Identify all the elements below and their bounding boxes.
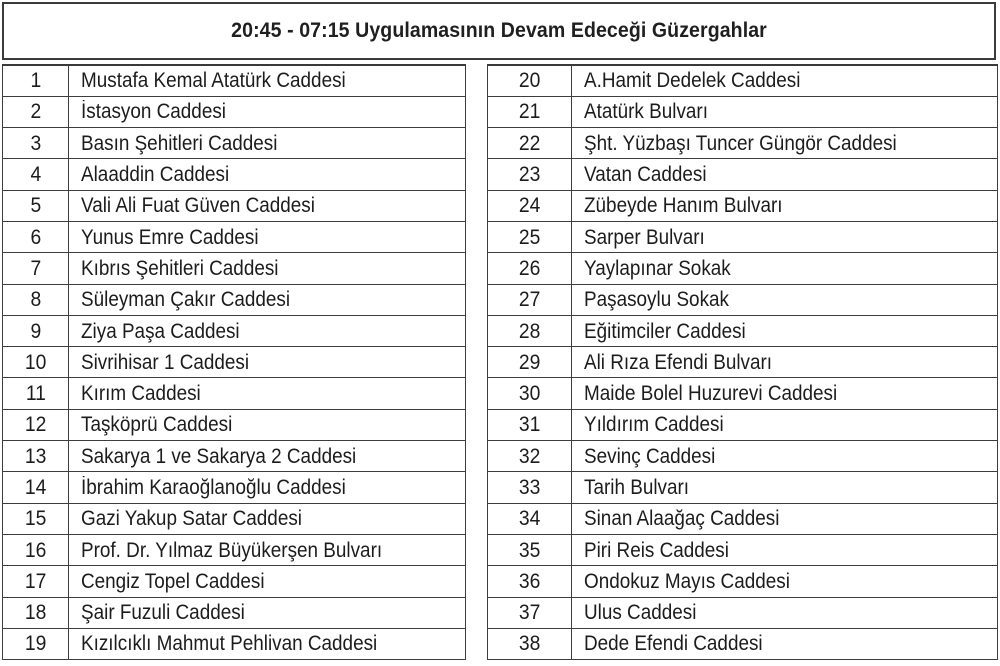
table-row bbox=[3, 597, 466, 628]
row-number: 34 bbox=[518, 507, 541, 531]
row-number-cell bbox=[3, 347, 69, 378]
street-name: Mustafa Kemal Atatürk Caddesi bbox=[81, 69, 346, 93]
street-name: Yaylapınar Sokak bbox=[584, 256, 731, 280]
row-number-cell bbox=[488, 284, 572, 315]
row-number-cell bbox=[488, 128, 572, 159]
table-row bbox=[3, 159, 466, 190]
table-row bbox=[3, 441, 466, 472]
row-number: 20 bbox=[518, 69, 541, 93]
row-number: 16 bbox=[24, 538, 47, 562]
street-name: Süleyman Çakır Caddesi bbox=[81, 288, 291, 312]
street-name: Ondokuz Mayıs Caddesi bbox=[584, 569, 790, 593]
row-number: 21 bbox=[518, 100, 541, 124]
street-name: Ulus Caddesi bbox=[584, 601, 697, 625]
table-row bbox=[488, 315, 998, 346]
street-name-cell bbox=[572, 190, 998, 221]
street-name: Cengiz Topel Caddesi bbox=[81, 569, 265, 593]
table-row bbox=[3, 347, 466, 378]
street-name-cell bbox=[572, 128, 998, 159]
street-name: Eğitimciler Caddesi bbox=[584, 319, 746, 343]
row-number-cell bbox=[3, 534, 69, 565]
street-name: Prof. Dr. Yılmaz Büyükerşen Bulvarı bbox=[81, 538, 383, 562]
street-name-cell bbox=[69, 534, 466, 565]
row-number: 28 bbox=[518, 319, 541, 343]
row-number-cell bbox=[3, 472, 69, 503]
street-name: Taşköprü Caddesi bbox=[81, 413, 233, 437]
table-row bbox=[488, 159, 998, 190]
table-row bbox=[3, 566, 466, 597]
row-number-cell bbox=[3, 159, 69, 190]
street-name: Zübeyde Hanım Bulvarı bbox=[584, 194, 783, 218]
row-number: 33 bbox=[518, 476, 541, 499]
street-name-cell bbox=[572, 534, 998, 565]
street-name: Basın Şehitleri Caddesi bbox=[81, 131, 278, 155]
row-number: 17 bbox=[24, 569, 47, 593]
street-name-cell bbox=[69, 472, 466, 503]
street-name: Sakarya 1 ve Sakarya 2 Caddesi bbox=[81, 444, 357, 468]
street-name-cell bbox=[572, 159, 998, 190]
street-name: Maide Bolel Huzurevi Caddesi bbox=[584, 382, 838, 406]
row-number-cell bbox=[3, 315, 69, 346]
street-name-cell bbox=[69, 503, 466, 534]
row-number-cell bbox=[3, 378, 69, 409]
street-name: Vatan Caddesi bbox=[584, 163, 707, 187]
street-name-cell bbox=[69, 253, 466, 284]
table-row bbox=[3, 65, 466, 96]
row-number: 11 bbox=[25, 382, 46, 406]
street-name-cell bbox=[572, 472, 998, 503]
street-name: Kızılcıklı Mahmut Pehlivan Caddesi bbox=[81, 632, 378, 656]
street-name-cell bbox=[69, 628, 466, 659]
street-name: Paşasoylu Sokak bbox=[584, 288, 729, 312]
row-number-cell bbox=[3, 566, 69, 597]
row-number-cell bbox=[3, 128, 69, 159]
table-row bbox=[3, 253, 466, 284]
row-number-cell bbox=[488, 253, 572, 284]
street-name: Atatürk Bulvarı bbox=[584, 100, 708, 124]
row-number: 4 bbox=[30, 163, 41, 187]
table-row bbox=[488, 128, 998, 159]
row-number-cell bbox=[488, 190, 572, 221]
row-number-cell bbox=[3, 597, 69, 628]
street-name: İbrahim Karaoğlanoğlu Caddesi bbox=[81, 476, 346, 499]
table-row bbox=[488, 597, 998, 628]
row-number: 3 bbox=[30, 131, 41, 155]
street-name: Kırım Caddesi bbox=[81, 382, 201, 406]
street-name: Sivrihisar 1 Caddesi bbox=[81, 350, 250, 374]
street-name-cell bbox=[69, 315, 466, 346]
row-number: 30 bbox=[518, 382, 541, 406]
row-number: 29 bbox=[518, 350, 541, 374]
street-name: Yunus Emre Caddesi bbox=[81, 225, 259, 249]
table-row bbox=[3, 534, 466, 565]
row-number: 2 bbox=[30, 100, 41, 124]
row-number: 36 bbox=[518, 569, 541, 593]
row-number: 23 bbox=[518, 163, 541, 187]
street-name-cell bbox=[572, 221, 998, 252]
table-row bbox=[3, 128, 466, 159]
table-row bbox=[488, 378, 998, 409]
street-name-cell bbox=[572, 378, 998, 409]
table-row bbox=[488, 441, 998, 472]
table-row bbox=[488, 190, 998, 221]
table-row bbox=[3, 284, 466, 315]
table-row bbox=[488, 284, 998, 315]
street-name-cell bbox=[572, 284, 998, 315]
street-name: Ziya Paşa Caddesi bbox=[81, 319, 240, 343]
row-number: 5 bbox=[30, 194, 41, 218]
row-number-cell bbox=[3, 65, 69, 96]
street-name: Sinan Alaağaç Caddesi bbox=[584, 507, 780, 531]
street-name-cell bbox=[69, 284, 466, 315]
row-number-cell bbox=[3, 628, 69, 659]
row-number: 8 bbox=[30, 288, 41, 312]
routes-table-right bbox=[487, 64, 998, 660]
row-number: 22 bbox=[518, 131, 541, 155]
table-row bbox=[488, 253, 998, 284]
table-row bbox=[488, 65, 998, 96]
table-row bbox=[3, 190, 466, 221]
row-number-cell bbox=[488, 159, 572, 190]
row-number-cell bbox=[3, 190, 69, 221]
table-row bbox=[3, 221, 466, 252]
street-name: A.Hamit Dedelek Caddesi bbox=[584, 69, 801, 93]
street-name-cell bbox=[572, 409, 998, 440]
page-title: 20:45 - 07:15 Uygulamasının Devam Edeceği Güzergahlar bbox=[231, 19, 767, 42]
street-name-cell bbox=[572, 65, 998, 96]
street-name-cell bbox=[69, 566, 466, 597]
row-number-cell bbox=[488, 628, 572, 659]
routes-table-right-body bbox=[488, 65, 998, 660]
row-number: 12 bbox=[24, 413, 47, 437]
row-number-cell bbox=[488, 378, 572, 409]
table-row bbox=[488, 221, 998, 252]
street-name-cell bbox=[69, 347, 466, 378]
row-number: 10 bbox=[24, 350, 47, 374]
street-name-cell bbox=[572, 315, 998, 346]
row-number-cell bbox=[488, 566, 572, 597]
row-number-cell bbox=[488, 347, 572, 378]
row-number-cell bbox=[488, 315, 572, 346]
street-name-cell bbox=[572, 441, 998, 472]
routes-table-left bbox=[2, 64, 466, 660]
row-number-cell bbox=[488, 221, 572, 252]
street-name: Alaaddin Caddesi bbox=[81, 163, 230, 187]
row-number-cell bbox=[488, 65, 572, 96]
street-name-cell bbox=[69, 190, 466, 221]
street-name: Tarih Bulvarı bbox=[584, 476, 690, 499]
street-name: İstasyon Caddesi bbox=[81, 100, 226, 124]
table-row bbox=[488, 503, 998, 534]
street-name-cell bbox=[69, 159, 466, 190]
row-number: 15 bbox=[24, 507, 47, 531]
row-number: 37 bbox=[518, 601, 541, 625]
table-row bbox=[488, 472, 998, 503]
row-number: 9 bbox=[30, 319, 41, 343]
row-number: 27 bbox=[518, 288, 541, 312]
table-row bbox=[3, 378, 466, 409]
street-name: Şht. Yüzbaşı Tuncer Güngör Caddesi bbox=[584, 131, 897, 155]
row-number: 26 bbox=[518, 256, 541, 280]
street-name: Gazi Yakup Satar Caddesi bbox=[81, 507, 302, 531]
row-number-cell bbox=[3, 253, 69, 284]
street-name: Yıldırım Caddesi bbox=[584, 413, 724, 437]
table-row bbox=[488, 347, 998, 378]
row-number: 14 bbox=[24, 476, 47, 499]
row-number-cell bbox=[488, 534, 572, 565]
street-name-cell bbox=[572, 253, 998, 284]
row-number: 13 bbox=[24, 444, 47, 468]
row-number: 25 bbox=[518, 225, 541, 249]
table-row bbox=[3, 503, 466, 534]
row-number: 6 bbox=[30, 225, 41, 249]
row-number: 31 bbox=[518, 413, 541, 437]
table-row bbox=[3, 315, 466, 346]
title-box bbox=[2, 2, 996, 60]
row-number-cell bbox=[488, 503, 572, 534]
row-number-cell bbox=[3, 284, 69, 315]
row-number-cell bbox=[488, 96, 572, 127]
street-name-cell bbox=[69, 597, 466, 628]
row-number-cell bbox=[3, 503, 69, 534]
street-name: Sevinç Caddesi bbox=[584, 444, 716, 468]
street-name-cell bbox=[69, 128, 466, 159]
row-number-cell bbox=[488, 597, 572, 628]
table-row bbox=[3, 96, 466, 127]
row-number: 18 bbox=[24, 601, 47, 625]
row-number: 35 bbox=[518, 538, 541, 562]
table-row bbox=[488, 96, 998, 127]
street-name: Kıbrıs Şehitleri Caddesi bbox=[81, 256, 279, 280]
row-number-cell bbox=[3, 409, 69, 440]
row-number: 1 bbox=[30, 69, 41, 93]
street-name-cell bbox=[572, 566, 998, 597]
row-number-cell bbox=[488, 409, 572, 440]
row-number: 38 bbox=[518, 632, 541, 656]
row-number-cell bbox=[3, 221, 69, 252]
row-number-cell bbox=[3, 441, 69, 472]
street-name: Şair Fuzuli Caddesi bbox=[81, 601, 245, 625]
street-name-cell bbox=[69, 96, 466, 127]
street-name-cell bbox=[572, 96, 998, 127]
street-name: Dede Efendi Caddesi bbox=[584, 632, 763, 656]
street-name: Piri Reis Caddesi bbox=[584, 538, 729, 562]
street-name: Sarper Bulvarı bbox=[584, 225, 705, 249]
street-name-cell bbox=[69, 441, 466, 472]
street-name-cell bbox=[572, 503, 998, 534]
routes-table-left-body bbox=[3, 65, 466, 660]
row-number: 7 bbox=[30, 256, 41, 280]
street-name-cell bbox=[69, 221, 466, 252]
table-row bbox=[488, 409, 998, 440]
row-number-cell bbox=[3, 96, 69, 127]
table-row bbox=[488, 534, 998, 565]
street-name-cell bbox=[572, 597, 998, 628]
table-row bbox=[488, 566, 998, 597]
row-number-cell bbox=[488, 441, 572, 472]
street-name-cell bbox=[572, 347, 998, 378]
table-row bbox=[3, 628, 466, 659]
table-row bbox=[3, 472, 466, 503]
street-name-cell bbox=[69, 378, 466, 409]
table-row bbox=[488, 628, 998, 659]
street-name-cell bbox=[69, 65, 466, 96]
street-name: Vali Ali Fuat Güven Caddesi bbox=[81, 194, 315, 218]
street-name-cell bbox=[69, 409, 466, 440]
row-number: 24 bbox=[518, 194, 541, 218]
table-row bbox=[3, 409, 466, 440]
street-name-cell bbox=[572, 628, 998, 659]
street-name: Ali Rıza Efendi Bulvarı bbox=[584, 350, 773, 374]
row-number: 19 bbox=[24, 632, 47, 656]
row-number: 32 bbox=[518, 444, 541, 468]
row-number-cell bbox=[488, 472, 572, 503]
